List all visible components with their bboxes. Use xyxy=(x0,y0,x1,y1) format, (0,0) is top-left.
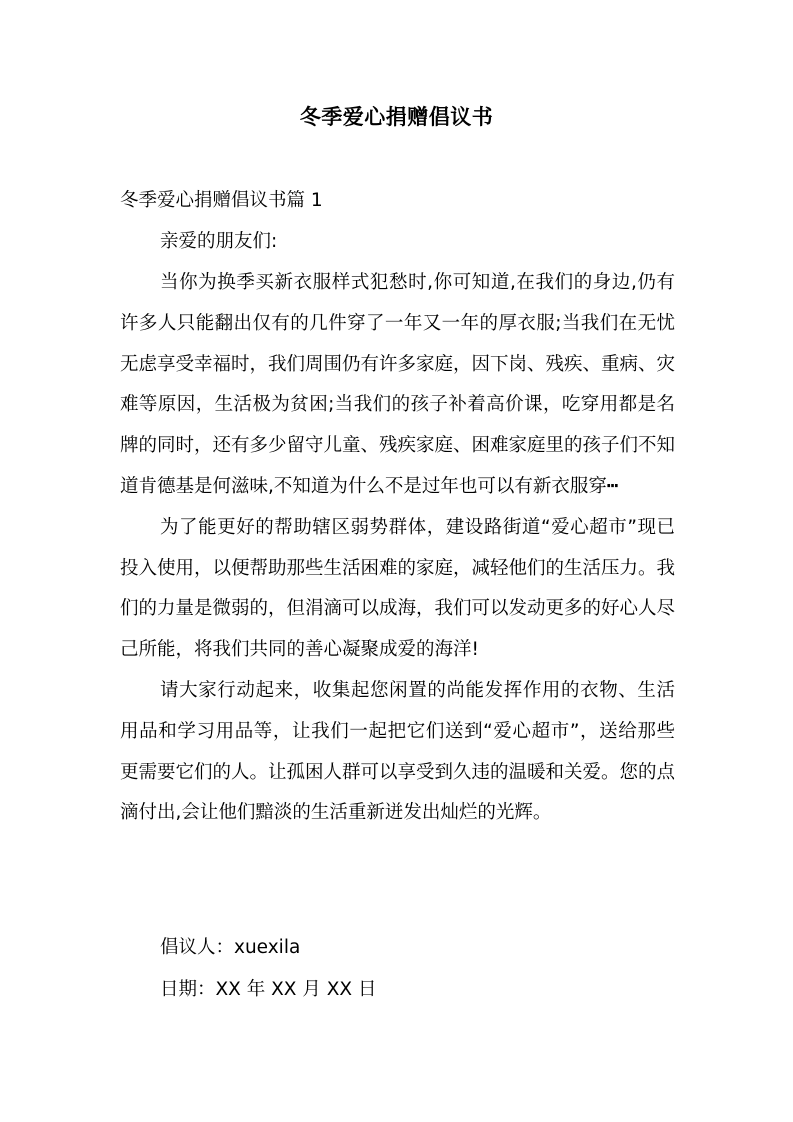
paragraph-3: 请大家行动起来，收集起您闲置的尚能发挥作用的衣物、生活用品和学习用品等，让我们一起把它们送到“爱心超市”，送给那些更需要它们的人。让孤困人群可以享受到久违的温暖和关爱。您的点滴付出,会让他们黯淡的生活重新迸发出灿烂的光辉。 xyxy=(120,679,676,824)
document-title: 冬季爱心捐赠倡议书 xyxy=(299,105,494,129)
paragraph-1: 当你为换季买新衣服样式犯愁时,你可知道,在我们的身边,仍有许多人只能翻出仅有的几件穿了一年又一年的厚衣服;当我们在无忧无虑享受幸福时，我们周围仍有许多家庭，因下岗、残疾、重病、灾难等原因，生活极为贫困;当我们的孩子补着高价课，吃穿用都是名牌的同时，还有多少留守儿童、残疾家庭、困难家庭里的孩子们不知道肯德基是何滋味,不知道为什么不是过年也可以有新衣服穿┅ xyxy=(120,272,676,497)
paragraph-2: 为了能更好的帮助辖区弱势群体，建设路街道“爱心超市”现已投入使用，以便帮助那些生活困难的家庭，减轻他们的生活压力。我们的力量是微弱的，但涓滴可以成海，我们可以发动更多的好心人尽己所能，将我们共同的善心凝聚成爱的海洋! xyxy=(120,516,676,661)
greeting-line: 亲爱的朋友们: xyxy=(160,231,278,252)
signer-line: 倡议人：xuexila xyxy=(160,937,301,958)
date-line: 日期：XX 年 XX 月 XX 日 xyxy=(160,979,377,1000)
body-paragraphs xyxy=(120,263,675,834)
section-heading: 冬季爱心捐赠倡议书篇 1 xyxy=(120,190,323,211)
